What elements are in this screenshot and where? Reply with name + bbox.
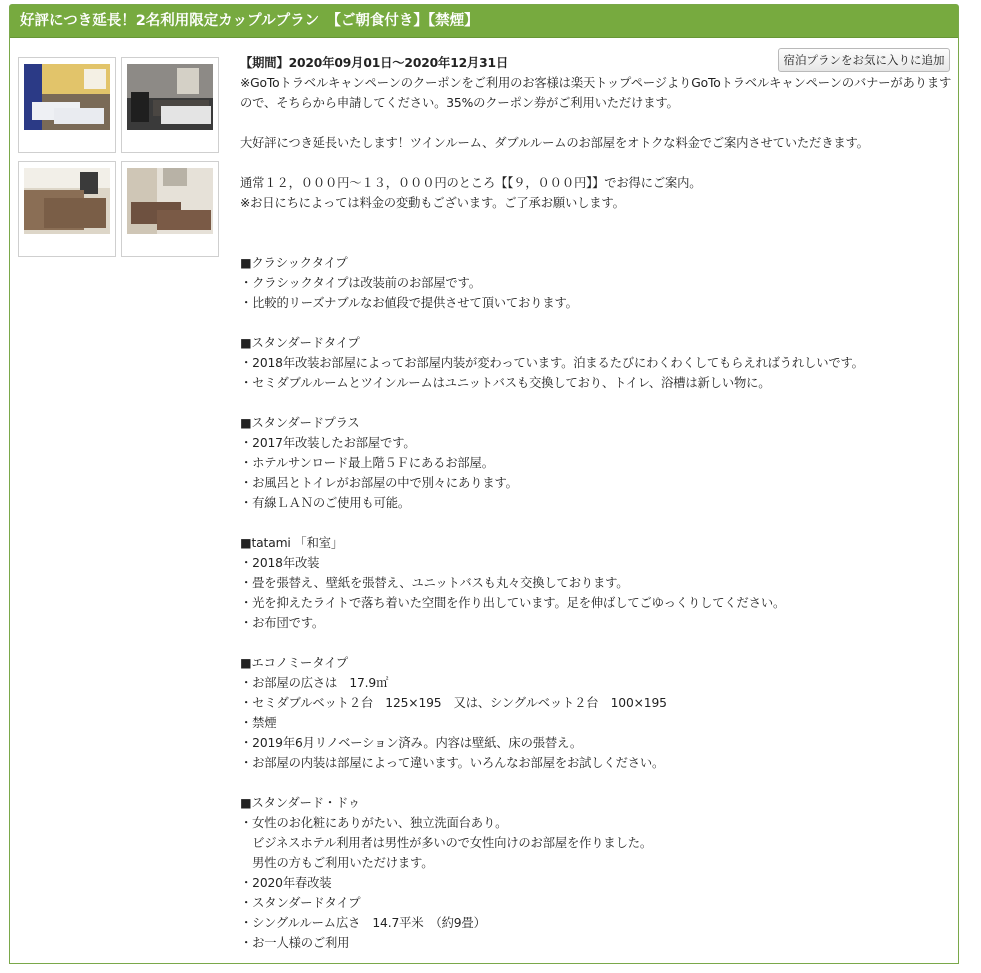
price-note: ※お日にちによっては料金の変動もございます。ご了承お願いします。 bbox=[240, 196, 625, 210]
section-line: 男性の方もご利用いただけます。 bbox=[240, 856, 434, 870]
section-line: ・お一人様のご利用 bbox=[240, 936, 350, 950]
room-photo-futon-tatami-icon bbox=[24, 168, 110, 234]
section-heading: ■tatami 「和室」 bbox=[240, 536, 344, 550]
section-line: ・2019年6月リノベーション済み。内容は壁紙、床の張替え。 bbox=[240, 736, 583, 750]
room-photo-thumbnail-2[interactable] bbox=[121, 57, 219, 153]
section-line: ・禁煙 bbox=[240, 716, 277, 730]
section-heading: ■スタンダードタイプ bbox=[240, 336, 360, 350]
section-line: ・お部屋の内装は部屋によって違います。いろんなお部屋をお試しください。 bbox=[240, 756, 665, 770]
section-line: ・有線ＬＡＮのご使用も可能。 bbox=[240, 496, 411, 510]
section-line: ・2020年春改装 bbox=[240, 876, 332, 890]
section-line: ・セミダブルルームとツインルームはユニットバスも交換しており、トイレ、浴槽は新しい物に。 bbox=[240, 376, 771, 390]
plan-period: 【期間】2020年09月01日～2020年12月31日 bbox=[240, 56, 509, 70]
section-heading: ■スタンダード・ドゥ bbox=[240, 796, 360, 810]
section-line: ・女性のお化粧にありがたい、独立洗面台あり。 bbox=[240, 816, 508, 830]
room-photo-thumbnail-3[interactable] bbox=[18, 161, 116, 257]
section-line: ・2018年改装お部屋によってお部屋内装が変わっています。泊まるたびにわくわくしてもらえればうれしいです。 bbox=[240, 356, 864, 370]
plan-title: 好評につき延長！2名利用限定カップルプラン 【ご朝食付き】【禁煙】 bbox=[10, 5, 958, 38]
section-line: ・お部屋の広さは 17.9㎡ bbox=[240, 676, 389, 690]
room-photo-thumbnail-1[interactable] bbox=[18, 57, 116, 153]
section-line: ・シングルルーム広さ 14.7平米 （約9畳） bbox=[240, 916, 486, 930]
room-type-sections bbox=[240, 253, 956, 973]
section-heading: ■スタンダードプラス bbox=[240, 416, 360, 430]
plan-panel bbox=[9, 4, 959, 964]
section-heading: ■クラシックタイプ bbox=[240, 256, 348, 270]
section-line: ・ホテルサンロード最上階５Ｆにあるお部屋。 bbox=[240, 456, 494, 470]
section-line: ・セミダブルベット２台 125×195 又は、シングルベット２台 100×195 bbox=[240, 696, 667, 710]
plan-intro: 大好評につき延長いたします！ツインルーム、ダブルルームのお部屋をオトクな料金でご案内させていただきます。 bbox=[240, 136, 869, 150]
section-line: ・クラシックタイプは改装前のお部屋です。 bbox=[240, 276, 481, 290]
room-photo-twin-yellow-icon bbox=[24, 64, 110, 130]
section-line: ・畳を張替え、壁紙を張替え、ユニットバスも丸々交換しております。 bbox=[240, 576, 629, 590]
room-photo-twin-dark-icon bbox=[127, 64, 213, 130]
section-line: ・スタンダードタイプ bbox=[240, 896, 361, 910]
section-line: ・お風呂とトイレがお部屋の中で別々にあります。 bbox=[240, 476, 518, 490]
add-to-favorites-button[interactable]: 宿泊プランをお気に入りに追加 bbox=[778, 48, 950, 72]
section-line: ・光を抑えたライトで落ち着いた空間を作り出しています。足を伸ばしてごゆっくりしてください。 bbox=[240, 596, 786, 610]
section-line: ・2017年改装したお部屋です。 bbox=[240, 436, 416, 450]
section-line: ・お布団です。 bbox=[240, 616, 325, 630]
goto-notice: ※GoToトラベルキャンペーンのクーポンをご利用のお客様は楽天トップページよりGoToトラベルキャンペーンのバナーがありますので、そちらから申請してください。35%のクーポン券がご利用いただけます。 bbox=[240, 76, 952, 110]
price-line: 通常１２，０００円～１３，０００円のところ【【９，０００円】】でお得にご案内。 bbox=[240, 176, 702, 190]
section-line: ビジネスホテル利用者は男性が多いので女性向けのお部屋を作りました。 bbox=[240, 836, 653, 850]
section-line: ・2018年改装 bbox=[240, 556, 320, 570]
section-heading: ■エコノミータイプ bbox=[240, 656, 349, 670]
section-line: ・比較的リーズナブルなお値段で提供させて頂いております。 bbox=[240, 296, 578, 310]
room-photo-twin-brown-icon bbox=[127, 168, 213, 234]
room-photo-thumbnail-4[interactable] bbox=[121, 161, 219, 257]
plan-description bbox=[240, 53, 956, 973]
